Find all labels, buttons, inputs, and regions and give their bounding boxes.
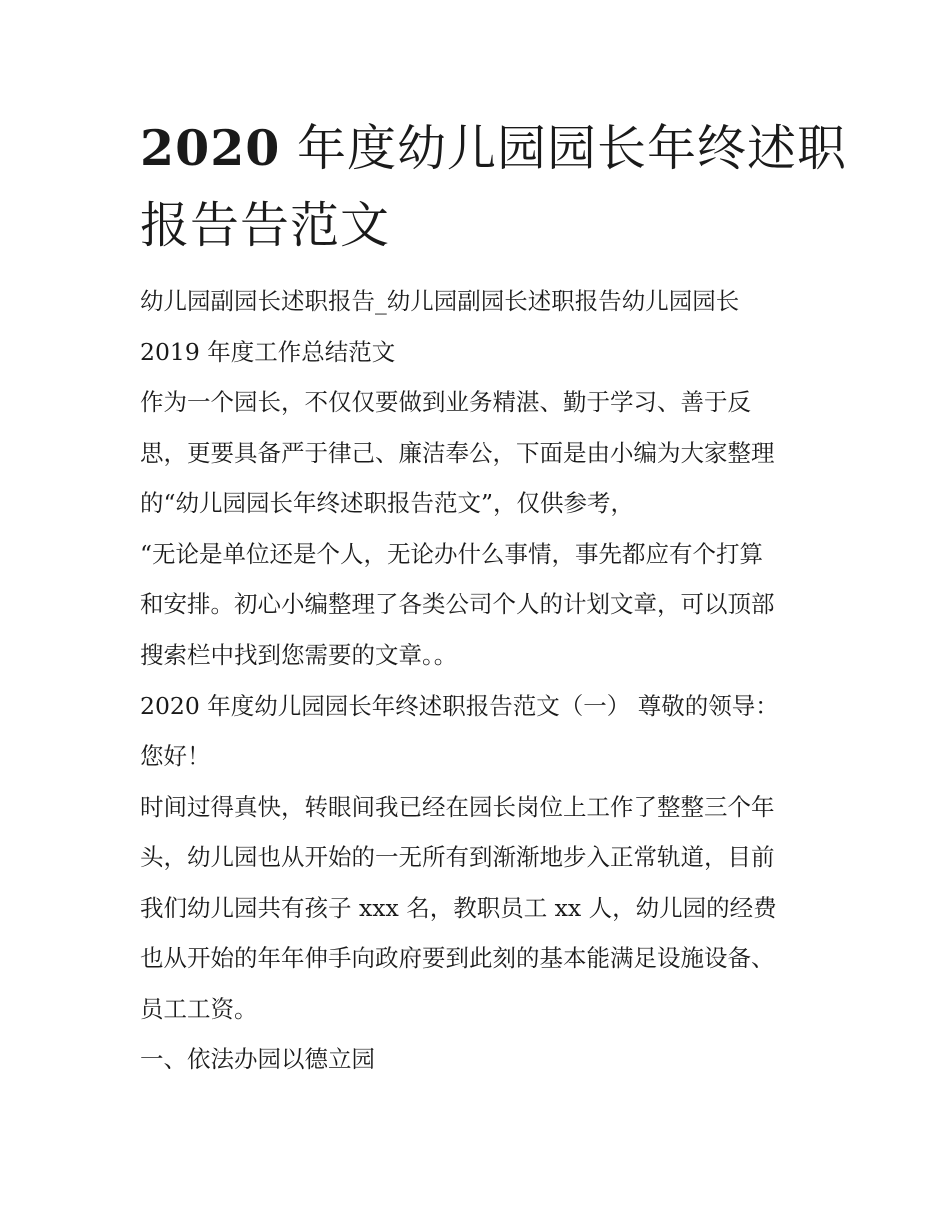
body-line-10: 您好！ [140,742,211,770]
body-line-5: 的“幼儿园园长年终述职报告范文”，仅供参考， [140,489,635,517]
title-year: 2020 [140,119,281,177]
body-line-6: “无论是单位还是个人，无论办什么事情，事先都应有个打算 [140,540,764,568]
body-line-13: 我们幼儿园共有孩子 xxx 名，教职员工 xx 人，幼儿园的经费 [140,894,777,922]
title-line-1 [140,110,847,187]
body-line-12: 头，幼儿园也从开始的一无所有到渐渐地步入正常轨道，目前 [140,843,775,871]
body-line-8: 搜索栏中找到您需要的文章。。 [140,641,458,669]
body-line-2: 2019 年度工作总结范文 [140,338,396,366]
document-title [140,110,847,264]
body-line-1: 幼儿园副园长述职报告_幼儿园副园长述职报告幼儿园园长 [140,287,740,315]
body-line-9: 2020 年度幼儿园园长年终述职报告范文（一） 尊敬的领导： [140,692,779,720]
body-line-16: 一、依法办园以德立园 [140,1045,375,1073]
body-line-3: 作为一个园长，不仅仅要做到业务精湛、勤于学习、善于反 [140,388,751,416]
body-line-11: 时间过得真快，转眼间我已经在园长岗位上工作了整整三个年 [140,793,775,821]
body-line-4: 思，更要具备严于律己、廉洁奉公，下面是由小编为大家整理 [140,439,775,467]
body-line-14: 也从开始的年年伸手向政府要到此刻的基本能满足设施设备、 [140,944,775,972]
body-line-15: 员工工资。 [140,995,258,1023]
title-line-1-text: 年度幼儿园园长年终述职 [280,120,847,177]
body-line-7: 和安排。初心小编整理了各类公司个人的计划文章，可以顶部 [140,590,775,618]
title-line-2: 报告告范文 [140,197,391,254]
